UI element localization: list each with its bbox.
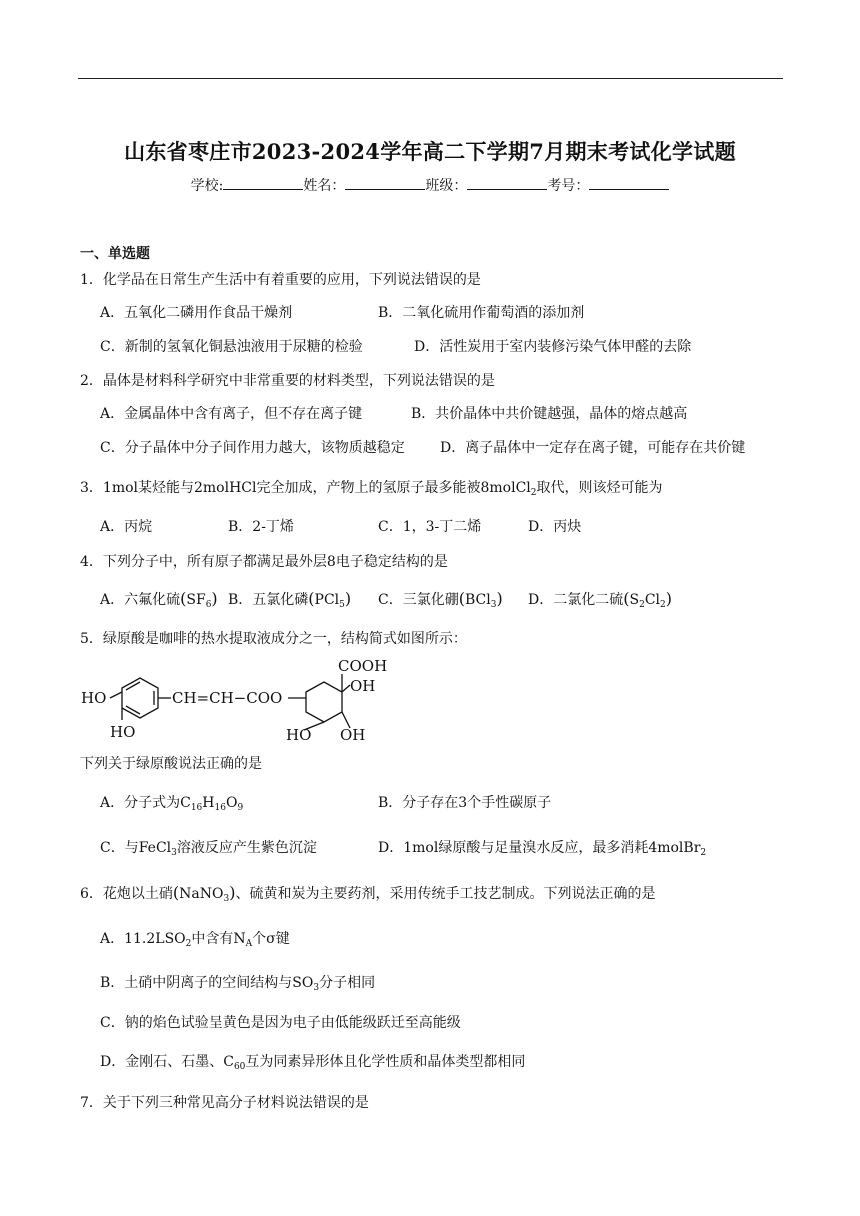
chain-label: CH=CH−COO xyxy=(172,689,283,707)
q5-d-sub: 2 xyxy=(700,848,707,858)
q2-stem: 2．晶体是材料科学研究中非常重要的材料类型，下列说法错误的是 xyxy=(80,373,495,389)
q5-a-sub-2: 16 xyxy=(214,803,226,813)
bond-ho-top xyxy=(110,692,122,698)
q1-option-b: B．二氧化硫用作葡萄酒的添加剂 xyxy=(378,305,585,321)
q6-stem-text: 6．花炮以土硝 xyxy=(80,886,173,902)
q6-stem-sub: 3 xyxy=(223,894,230,904)
q5-c-suffix: 溶液反应产生紫色沉淀 xyxy=(176,840,317,856)
number-label: 考号： xyxy=(547,178,590,194)
q4-d-formula-2: Cl xyxy=(644,592,661,608)
q5-option-a xyxy=(100,794,243,812)
number-blank[interactable] xyxy=(589,176,669,190)
q5-option-b: B．分子存在3个手性碳原子 xyxy=(378,795,552,811)
q4-option-d: D．二氯化二硫$(S_2Cl_2)$ xyxy=(528,589,672,610)
q6-b-prefix: B．土硝中阴离子的空间结构与SO xyxy=(100,975,314,991)
q6-b-sub: 3 xyxy=(313,983,320,993)
q6-a-prefix: A．11.2LSO xyxy=(100,931,186,947)
q4-c-sub: 3 xyxy=(490,600,497,610)
q6-option-d xyxy=(100,1053,525,1071)
chlorogenic-acid-structure xyxy=(78,652,408,750)
q6-option-b xyxy=(100,974,375,992)
q5-sub-stem: 下列关于绿原酸说法正确的是 xyxy=(80,756,262,772)
q4-a-label: A．六氟化硫 xyxy=(100,592,181,608)
q5-a-sub-1: 16 xyxy=(190,803,203,813)
q6-stem-formula: NaNO xyxy=(179,886,224,902)
class-label: 班级： xyxy=(425,178,468,194)
q5-option-d xyxy=(378,839,706,857)
benzene-ring xyxy=(122,678,158,718)
q3-option-b: B．2-丁烯 xyxy=(228,519,294,535)
q6-option-a xyxy=(100,930,290,948)
q1-option-c: C．新制的氢氧化铜悬浊液用于尿糖的检验 xyxy=(100,339,363,355)
q6-b-suffix: 分子相同 xyxy=(319,975,376,991)
bond-oh xyxy=(342,685,350,692)
header-rule xyxy=(78,78,783,79)
q4-d-sub-2: 2 xyxy=(660,600,666,610)
benzene-double-bond xyxy=(126,682,140,690)
school-label: 学校: xyxy=(190,178,224,194)
q4-d-formula-1: S xyxy=(629,592,640,608)
q6-stem-text-2: 、硫黄和炭为主要药剂，采用传统手工技艺制成。下列说法正确的是 xyxy=(235,886,656,902)
q4-b-label: B．五氯化磷 xyxy=(228,592,309,608)
q2-option-a: A．金属晶体中含有离子，但不存在离子键 xyxy=(100,406,363,422)
q5-a-h: H xyxy=(202,795,215,811)
q4-c-formula: BCl xyxy=(464,592,491,608)
q4-b-sub: 5 xyxy=(339,600,345,610)
q5-c-prefix: C．与FeCl xyxy=(100,840,172,856)
q4-b-formula: PCl xyxy=(314,592,340,608)
oh-right-label: OH xyxy=(350,677,376,695)
q5-a-o: O xyxy=(225,795,238,811)
q4-option-a: A．六氟化硫$(SF_6)$ xyxy=(100,589,218,610)
q6-a-sub: 2 xyxy=(185,939,192,949)
page-title: 山东省枣庄市2023-2024学年高二下学期7月期末考试化学试题 xyxy=(124,139,736,164)
q5-a-sub-3: 9 xyxy=(237,803,244,813)
ho-top-label: HO xyxy=(81,689,107,707)
name-blank[interactable] xyxy=(345,176,425,190)
q6-d-sub: 60 xyxy=(233,1062,246,1072)
name-label: 姓名： xyxy=(303,178,346,194)
q3-stem-text: 3．1mol某烃能与2molHCl完全加成，产物上的氢原子最多能被8molCl xyxy=(80,480,531,496)
q6-a-sub-2: A xyxy=(245,939,253,949)
student-info-line xyxy=(0,175,860,195)
q4-a-formula: SF xyxy=(186,592,206,608)
cooh-label: COOH xyxy=(338,657,388,675)
q5-d-prefix: D．1mol绿原酸与足量溴水反应，最多消耗4molBr xyxy=(378,840,701,856)
q3-option-a: A．丙烷 xyxy=(100,519,153,535)
class-blank[interactable] xyxy=(467,176,547,190)
q3-stem xyxy=(80,479,663,497)
q4-a-sub: 6 xyxy=(205,600,212,610)
q6-a-mid: 中含有N xyxy=(191,931,246,947)
q3-option-c: C．1，3-丁二烯 xyxy=(378,519,482,535)
q5-a-prefix: A．分子式为C xyxy=(100,795,191,811)
ho-bottom-label: HO xyxy=(110,723,136,741)
q6-a-suffix: 个σ键 xyxy=(252,931,290,947)
q3-stem-sub: 2 xyxy=(530,488,537,498)
section-heading: 一、单选题 xyxy=(80,246,150,262)
q4-d-sub-1: 2 xyxy=(639,600,645,610)
q6-stem: 6．花炮以土硝(NaNO$_3$)、硫黄和炭为主要药剂，采用传统手工技艺制成。下列说法正确的是 xyxy=(80,883,656,904)
q7-stem: 7．关于下列三种常见高分子材料说法错误的是 xyxy=(80,1095,369,1111)
ho-ring-label: HO xyxy=(286,726,312,744)
q6-d-prefix: D．金刚石、石墨、C xyxy=(100,1054,234,1070)
q4-option-c: C．三氯化硼(BCl$_3$) xyxy=(378,589,503,610)
q2-option-b: B．共价晶体中共价键越强，晶体的熔点越高 xyxy=(411,406,688,422)
q1-option-a: A．五氧化二磷用作食品干燥剂 xyxy=(100,305,293,321)
q5-option-c xyxy=(100,839,317,857)
cyclohexane-ring xyxy=(306,682,342,722)
q2-option-c: C．分子晶体中分子间作用力越大，该物质越稳定 xyxy=(100,440,405,456)
q5-stem: 5．绿原酸是咖啡的热水提取液成分之一，结构简式如图所示： xyxy=(80,631,467,647)
school-blank[interactable] xyxy=(223,176,303,190)
benzene-double-bond xyxy=(126,706,140,714)
q4-stem: 4．下列分子中，所有原子都满足最外层8电子稳定结构的是 xyxy=(80,554,448,570)
q3-option-d: D．丙炔 xyxy=(528,519,582,535)
q1-stem: 1．化学品在日常生产生活中有着重要的应用，下列说法错误的是 xyxy=(80,272,481,288)
q4-d-label: D．二氯化二硫 xyxy=(528,592,624,608)
oh-ring-label: OH xyxy=(340,726,366,744)
q1-option-d: D．活性炭用于室内装修污染气体甲醛的去除 xyxy=(414,339,692,355)
q6-d-suffix: 互为同素异形体且化学性质和晶体类型都相同 xyxy=(245,1054,526,1070)
q3-stem-text-2: 取代，则该烃可能为 xyxy=(536,480,663,496)
q5-c-sub: 3 xyxy=(171,848,177,858)
q6-option-c: C．钠的焰色试验呈黄色是因为电子由低能级跃迁至高能级 xyxy=(100,1015,461,1031)
q4-c-label: C．三氯化硼 xyxy=(378,592,459,608)
q4-option-b: B．五氯化磷(PCl$_5$) xyxy=(228,589,352,610)
q2-option-d: D．离子晶体中一定存在离子键，可能存在共价键 xyxy=(440,440,746,456)
